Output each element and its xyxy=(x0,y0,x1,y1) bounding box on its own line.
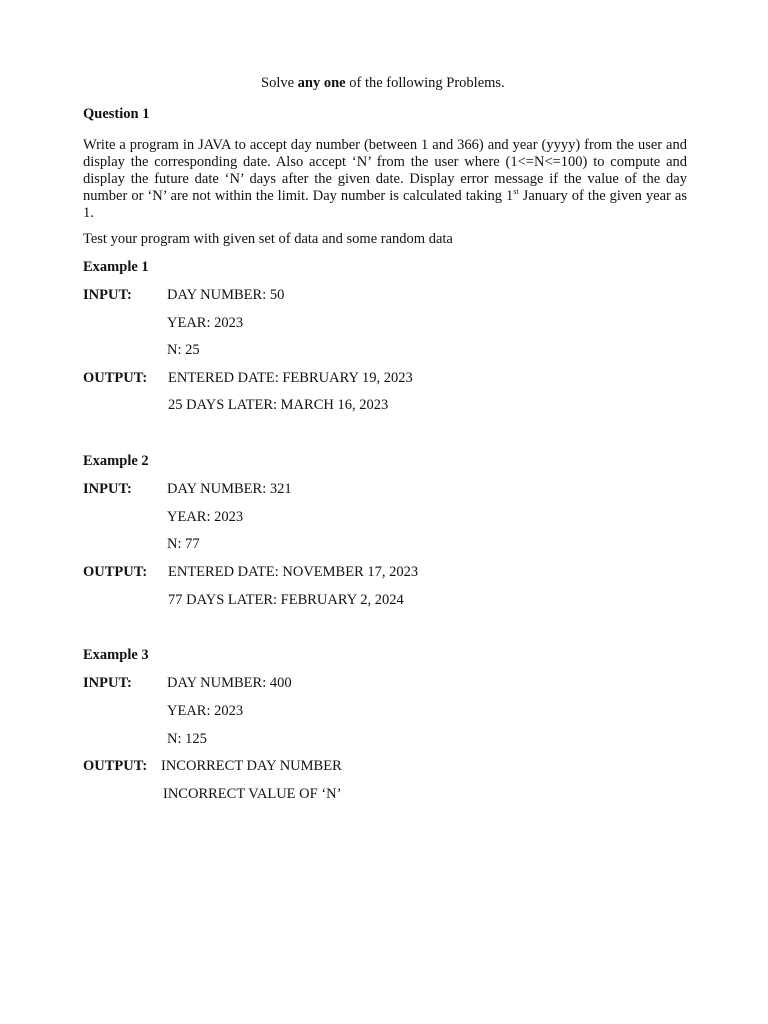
question-body-text-end: January of the given year as 1. xyxy=(83,188,687,221)
output-value: ENTERED DATE: NOVEMBER 17, 2023 xyxy=(168,564,419,580)
output-label: OUTPUT: xyxy=(83,564,148,580)
example-title: Example 1 xyxy=(83,259,149,275)
output-value: ENTERED DATE: FEBRUARY 19, 2023 xyxy=(168,370,413,386)
input-value: YEAR: 2023 xyxy=(167,315,244,331)
input-value: DAY NUMBER: 50 xyxy=(167,287,285,303)
input-value: DAY NUMBER: 321 xyxy=(167,481,292,497)
example-title: Example 3 xyxy=(83,647,149,663)
instruction-line xyxy=(261,75,505,92)
input-value: N: 125 xyxy=(167,731,207,747)
input-label: INPUT: xyxy=(83,287,132,303)
question-title: Question 1 xyxy=(83,106,150,122)
question-body-text: Write a program in JAVA to accept day number (between 1 and 366) and year (yyyy) from the user and display the corresponding date. Also accept ‘N’ from the user where (1<=N<=100) to compute and display the future date ‘N’ days after the given date. Display error message if the value of the day number or ‘N’ are not within the limit. Day number is calculated taking 1 xyxy=(83,137,687,204)
question-body xyxy=(83,137,687,222)
example-title: Example 2 xyxy=(83,453,149,469)
input-value: N: 77 xyxy=(167,536,200,552)
output-value: INCORRECT DAY NUMBER xyxy=(161,758,342,774)
output-value: 25 DAYS LATER: MARCH 16, 2023 xyxy=(168,397,389,413)
input-label: INPUT: xyxy=(83,675,132,691)
test-note: Test your program with given set of data and some random data xyxy=(83,231,453,247)
input-value: DAY NUMBER: 400 xyxy=(167,675,292,691)
input-label: INPUT: xyxy=(83,481,132,497)
output-label: OUTPUT: xyxy=(83,370,148,386)
instruction-emphasis: any one xyxy=(297,75,346,91)
output-value: INCORRECT VALUE OF ‘N’ xyxy=(163,786,342,802)
instruction-post: of the following Problems. xyxy=(345,75,505,91)
output-label: OUTPUT: xyxy=(83,758,148,774)
question-body-superscript: st xyxy=(513,187,519,197)
input-value: N: 25 xyxy=(167,342,200,358)
output-value: 77 DAYS LATER: FEBRUARY 2, 2024 xyxy=(168,592,404,608)
input-value: YEAR: 2023 xyxy=(167,509,244,525)
input-value: YEAR: 2023 xyxy=(167,703,244,719)
instruction-pre: Solve xyxy=(261,75,298,91)
